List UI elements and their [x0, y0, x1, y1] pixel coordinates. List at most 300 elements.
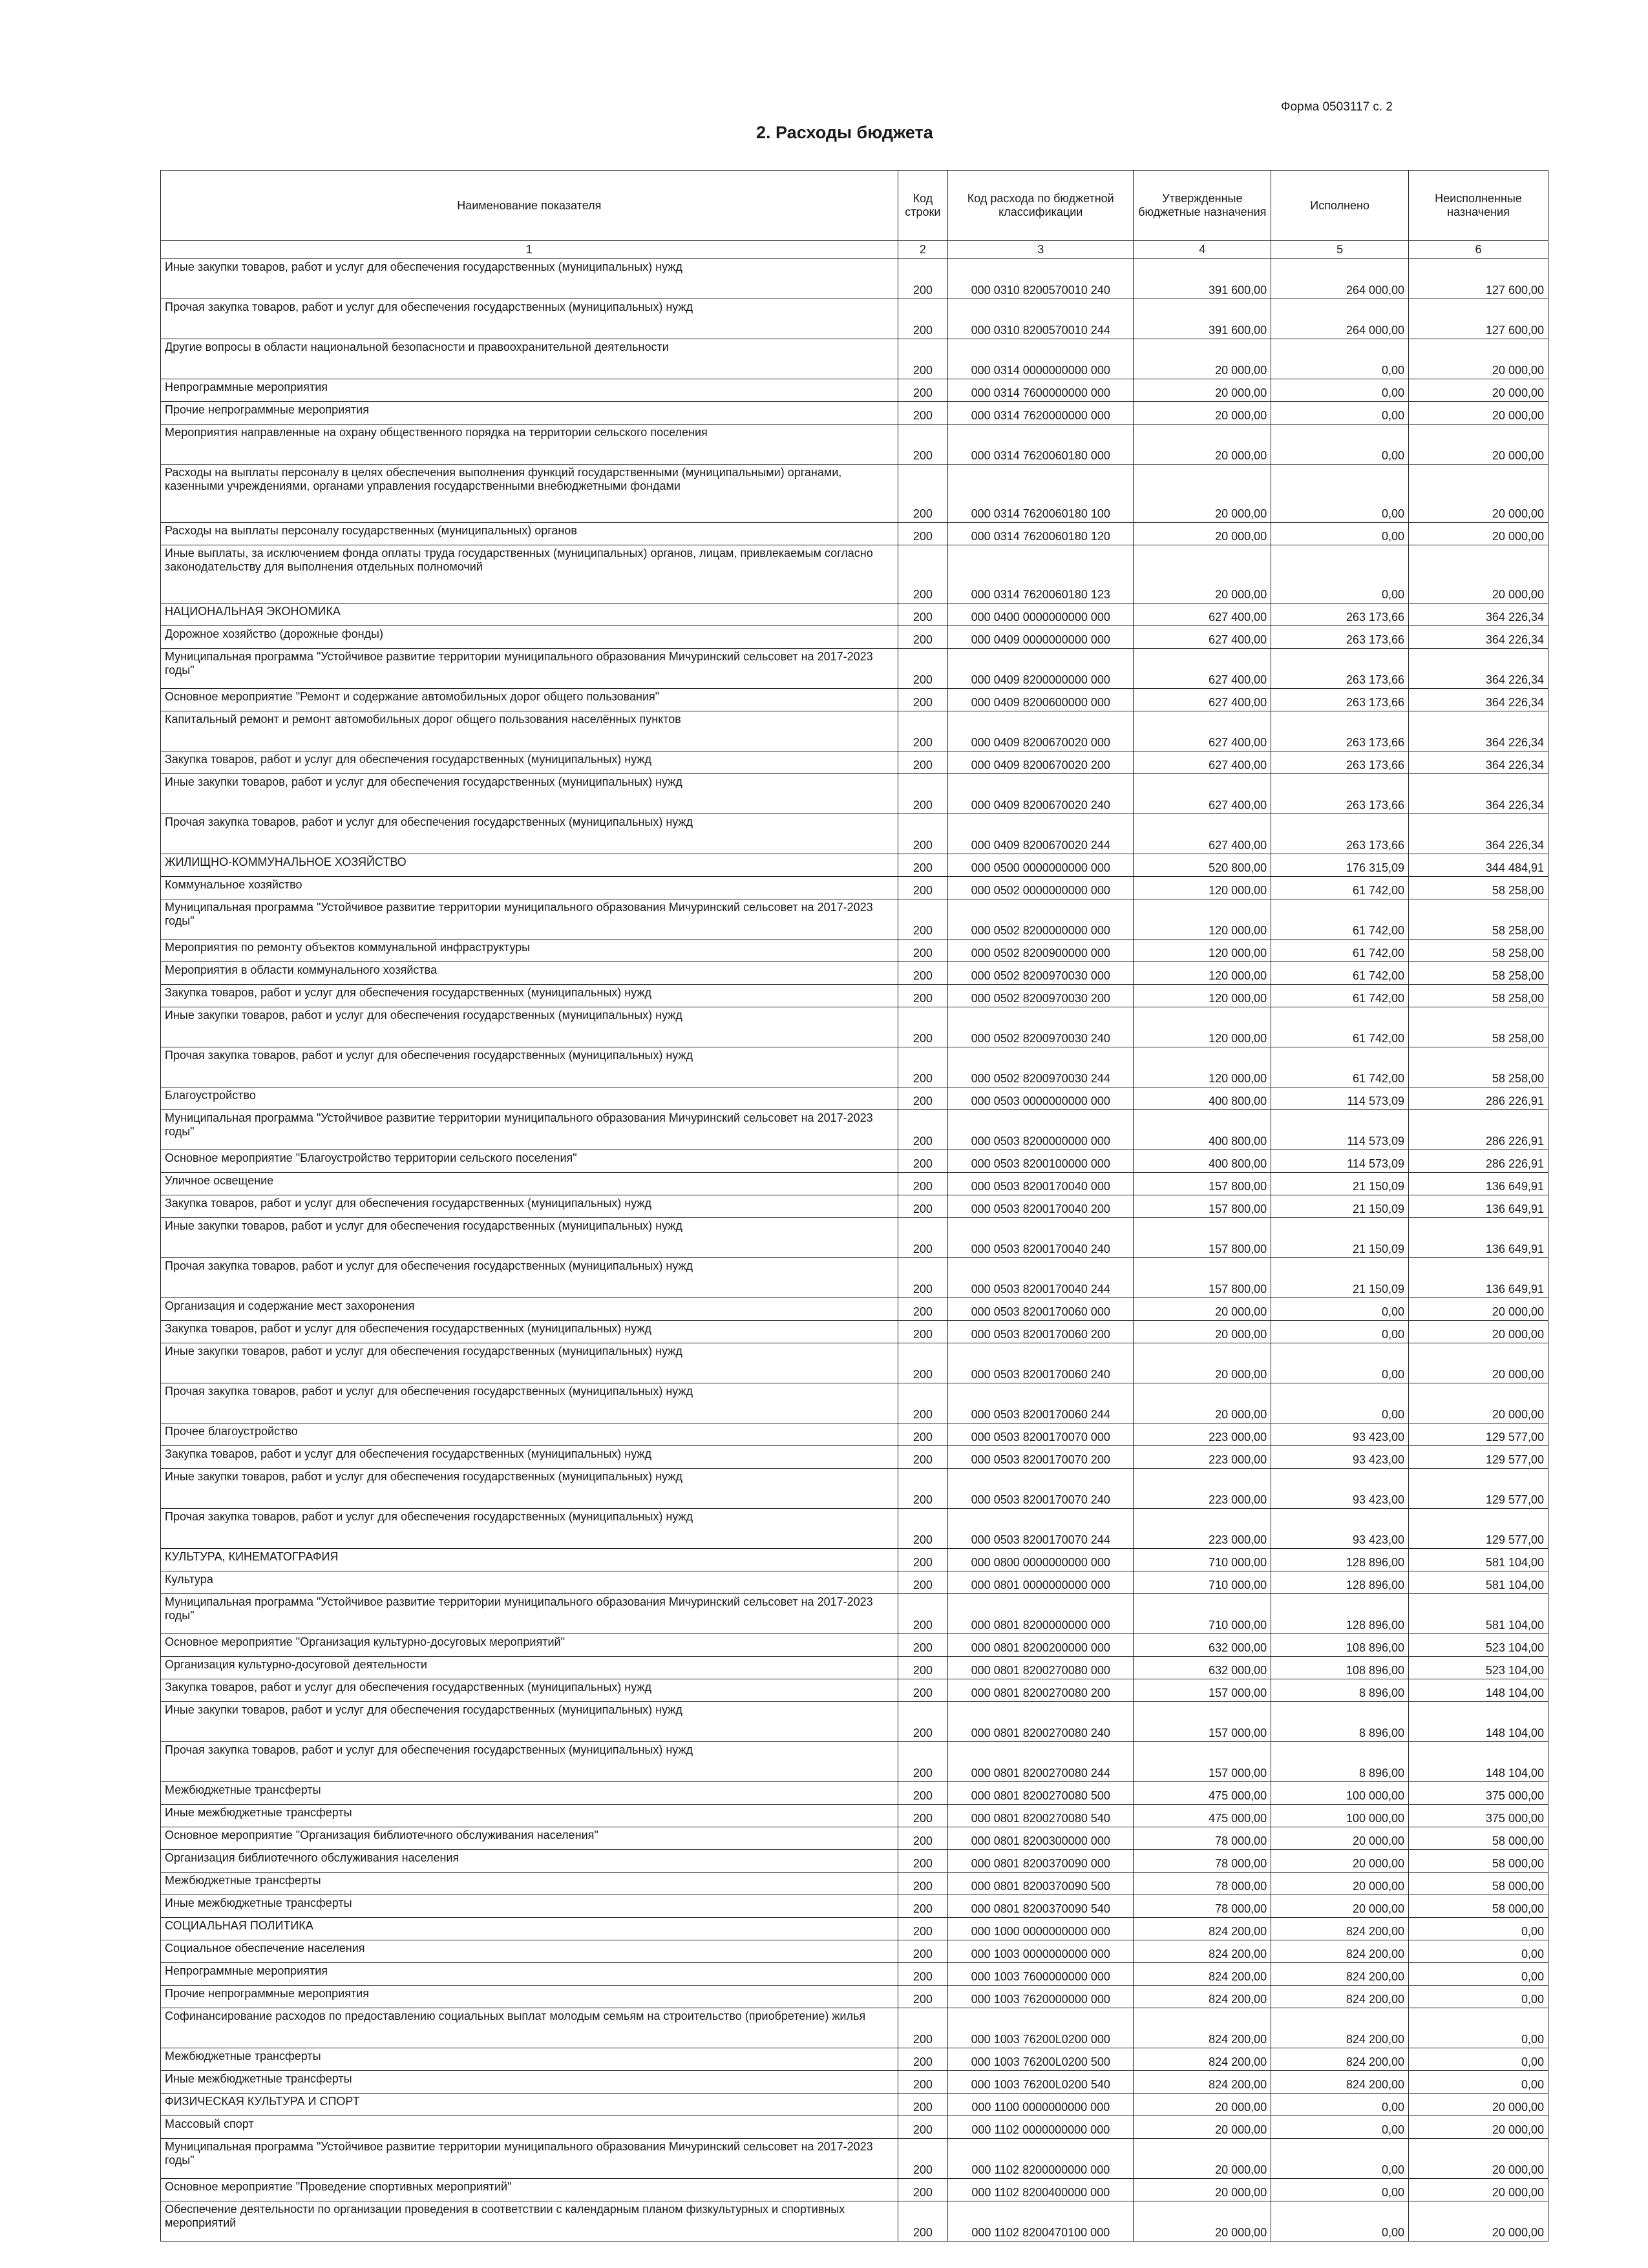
row-line-code: 200 — [898, 774, 948, 814]
row-approved: 78 000,00 — [1134, 1873, 1271, 1895]
row-line-code: 200 — [898, 899, 948, 940]
row-approved: 710 000,00 — [1134, 1594, 1271, 1634]
row-line-code: 200 — [898, 1446, 948, 1469]
row-name: Мероприятия направленные на охрану общественного порядка на территории сельского поселения — [161, 425, 898, 465]
row-budget-code: 000 0801 8200370090 000 — [948, 1850, 1134, 1873]
row-approved: 157 800,00 — [1134, 1173, 1271, 1195]
row-remaining: 286 226,91 — [1409, 1150, 1548, 1173]
row-approved: 223 000,00 — [1134, 1423, 1271, 1446]
row-line-code: 200 — [898, 2048, 948, 2071]
row-name: Основное мероприятие "Проведение спортивных мероприятий" — [161, 2179, 898, 2201]
row-approved: 223 000,00 — [1134, 1469, 1271, 1509]
row-name: Межбюджетные трансферты — [161, 1782, 898, 1805]
row-line-code: 200 — [898, 1343, 948, 1383]
row-budget-code: 000 1003 76200L0200 500 — [948, 2048, 1134, 2071]
table-row — [161, 1986, 1548, 2008]
row-approved: 627 400,00 — [1134, 604, 1271, 626]
row-remaining: 58 258,00 — [1409, 1007, 1548, 1047]
row-remaining: 20 000,00 — [1409, 1343, 1548, 1383]
table-row — [161, 1963, 1548, 1986]
row-remaining: 20 000,00 — [1409, 2201, 1548, 2242]
row-approved: 627 400,00 — [1134, 751, 1271, 774]
row-approved: 157 000,00 — [1134, 1742, 1271, 1782]
table-row — [161, 1873, 1548, 1895]
row-remaining: 364 226,34 — [1409, 711, 1548, 751]
row-remaining: 20 000,00 — [1409, 1298, 1548, 1321]
column-header: Исполнено — [1271, 171, 1409, 241]
row-budget-code: 000 0801 8200200000 000 — [948, 1634, 1134, 1657]
row-approved: 824 200,00 — [1134, 2048, 1271, 2071]
row-line-code: 200 — [898, 604, 948, 626]
row-approved: 632 000,00 — [1134, 1657, 1271, 1679]
row-line-code: 200 — [898, 1594, 948, 1634]
row-line-code: 200 — [898, 1509, 948, 1549]
row-executed: 20 000,00 — [1271, 1873, 1409, 1895]
row-name: Иные закупки товаров, работ и услуг для обеспечения государственных (муниципальных) нужд — [161, 1343, 898, 1383]
row-executed: 128 896,00 — [1271, 1571, 1409, 1594]
table-row — [161, 1895, 1548, 1918]
row-executed: 20 000,00 — [1271, 1827, 1409, 1850]
row-approved: 20 000,00 — [1134, 2116, 1271, 2139]
row-name: Прочая закупка товаров, работ и услуг для обеспечения государственных (муниципальных) нужд — [161, 299, 898, 339]
row-budget-code: 000 0400 0000000000 000 — [948, 604, 1134, 626]
row-approved: 120 000,00 — [1134, 1047, 1271, 1087]
row-approved: 120 000,00 — [1134, 877, 1271, 899]
row-executed: 0,00 — [1271, 1321, 1409, 1343]
row-line-code: 200 — [898, 1047, 948, 1087]
table-row — [161, 1509, 1548, 1549]
row-approved: 710 000,00 — [1134, 1571, 1271, 1594]
row-name: Иные закупки товаров, работ и услуг для обеспечения государственных (муниципальных) нужд — [161, 1469, 898, 1509]
row-budget-code: 000 0502 8200970030 000 — [948, 962, 1134, 985]
row-approved: 223 000,00 — [1134, 1446, 1271, 1469]
row-line-code: 200 — [898, 940, 948, 962]
row-budget-code: 000 1003 0000000000 000 — [948, 1940, 1134, 1963]
row-approved: 20 000,00 — [1134, 545, 1271, 604]
row-executed: 264 000,00 — [1271, 259, 1409, 299]
row-remaining: 364 226,34 — [1409, 626, 1548, 649]
table-row — [161, 940, 1548, 962]
row-executed: 0,00 — [1271, 545, 1409, 604]
row-remaining: 581 104,00 — [1409, 1549, 1548, 1571]
row-remaining: 20 000,00 — [1409, 339, 1548, 379]
row-executed: 61 742,00 — [1271, 940, 1409, 962]
row-line-code: 200 — [898, 465, 948, 523]
row-executed: 100 000,00 — [1271, 1805, 1409, 1827]
row-name: Непрограммные мероприятия — [161, 379, 898, 402]
row-remaining: 375 000,00 — [1409, 1805, 1548, 1827]
row-line-code: 200 — [898, 1298, 948, 1321]
table-row — [161, 1446, 1548, 1469]
row-executed: 0,00 — [1271, 1383, 1409, 1423]
row-budget-code: 000 0502 8200900000 000 — [948, 940, 1134, 962]
row-remaining: 364 226,34 — [1409, 814, 1548, 854]
row-line-code: 200 — [898, 2071, 948, 2094]
row-executed: 263 173,66 — [1271, 751, 1409, 774]
row-line-code: 200 — [898, 1940, 948, 1963]
row-budget-code: 000 0801 8200000000 000 — [948, 1594, 1134, 1634]
table-row — [161, 379, 1548, 402]
row-executed: 114 573,09 — [1271, 1150, 1409, 1173]
table-row — [161, 1218, 1548, 1258]
row-line-code: 200 — [898, 1571, 948, 1594]
table-row — [161, 985, 1548, 1007]
row-line-code: 200 — [898, 751, 948, 774]
row-line-code: 200 — [898, 1963, 948, 1986]
row-approved: 20 000,00 — [1134, 1383, 1271, 1423]
row-approved: 824 200,00 — [1134, 1986, 1271, 2008]
row-line-code: 200 — [898, 2094, 948, 2116]
table-row — [161, 1918, 1548, 1940]
row-name: Иные закупки товаров, работ и услуг для обеспечения государственных (муниципальных) нужд — [161, 774, 898, 814]
row-approved: 20 000,00 — [1134, 2139, 1271, 2179]
row-remaining: 20 000,00 — [1409, 523, 1548, 545]
row-remaining: 20 000,00 — [1409, 465, 1548, 523]
row-executed: 0,00 — [1271, 402, 1409, 425]
table-row — [161, 465, 1548, 523]
table-row — [161, 1805, 1548, 1827]
row-name: Иные закупки товаров, работ и услуг для обеспечения государственных (муниципальных) нужд — [161, 1702, 898, 1742]
row-remaining: 523 104,00 — [1409, 1657, 1548, 1679]
row-name: Расходы на выплаты персоналу государственных (муниципальных) органов — [161, 523, 898, 545]
row-remaining: 58 258,00 — [1409, 1047, 1548, 1087]
row-approved: 20 000,00 — [1134, 425, 1271, 465]
row-line-code: 200 — [898, 1258, 948, 1298]
row-name: Прочая закупка товаров, работ и услуг для обеспечения государственных (муниципальных) нужд — [161, 1383, 898, 1423]
row-executed: 263 173,66 — [1271, 604, 1409, 626]
table-row — [161, 1258, 1548, 1298]
row-approved: 120 000,00 — [1134, 962, 1271, 985]
row-name: Муниципальная программа "Устойчивое развитие территории муниципального образования Мичуринский сельсовет на 2017-2023 годы" — [161, 649, 898, 689]
table-row — [161, 2048, 1548, 2071]
row-approved: 627 400,00 — [1134, 689, 1271, 711]
budget-expenses-table — [160, 170, 1548, 2242]
row-name: Массовый спорт — [161, 2116, 898, 2139]
row-approved: 627 400,00 — [1134, 626, 1271, 649]
row-budget-code: 000 0800 0000000000 000 — [948, 1549, 1134, 1571]
table-row — [161, 1594, 1548, 1634]
row-budget-code: 000 0314 7600000000 000 — [948, 379, 1134, 402]
row-name: ФИЗИЧЕСКАЯ КУЛЬТУРА И СПОРТ — [161, 2094, 898, 2116]
page-title: 2. Расходы бюджета — [756, 123, 933, 142]
row-executed: 93 423,00 — [1271, 1509, 1409, 1549]
row-budget-code: 000 0502 0000000000 000 — [948, 877, 1134, 899]
row-approved: 157 000,00 — [1134, 1702, 1271, 1742]
row-line-code: 200 — [898, 1895, 948, 1918]
table-row — [161, 1173, 1548, 1195]
row-approved: 20 000,00 — [1134, 1298, 1271, 1321]
row-budget-code: 000 0314 7620060180 000 — [948, 425, 1134, 465]
row-remaining: 20 000,00 — [1409, 545, 1548, 604]
row-executed: 114 573,09 — [1271, 1110, 1409, 1150]
row-remaining: 0,00 — [1409, 2048, 1548, 2071]
row-executed: 824 200,00 — [1271, 1986, 1409, 2008]
row-remaining: 58 258,00 — [1409, 985, 1548, 1007]
column-header: Наименование показателя — [161, 171, 898, 241]
row-budget-code: 000 0314 0000000000 000 — [948, 339, 1134, 379]
row-executed: 61 742,00 — [1271, 1007, 1409, 1047]
row-remaining: 0,00 — [1409, 1918, 1548, 1940]
row-approved: 632 000,00 — [1134, 1634, 1271, 1657]
row-line-code: 200 — [898, 1087, 948, 1110]
row-approved: 824 200,00 — [1134, 1963, 1271, 1986]
row-line-code: 200 — [898, 814, 948, 854]
row-approved: 157 800,00 — [1134, 1195, 1271, 1218]
row-executed: 8 896,00 — [1271, 1702, 1409, 1742]
row-executed: 0,00 — [1271, 1298, 1409, 1321]
row-budget-code: 000 0801 8200270080 240 — [948, 1702, 1134, 1742]
row-executed: 128 896,00 — [1271, 1549, 1409, 1571]
row-name: Муниципальная программа "Устойчивое развитие территории муниципального образования Мичуринский сельсовет на 2017-2023 годы" — [161, 1594, 898, 1634]
row-approved: 78 000,00 — [1134, 1895, 1271, 1918]
row-name: Прочая закупка товаров, работ и услуг для обеспечения государственных (муниципальных) нужд — [161, 814, 898, 854]
row-line-code: 200 — [898, 1469, 948, 1509]
row-line-code: 200 — [898, 1321, 948, 1343]
column-index: 3 — [948, 241, 1134, 259]
row-budget-code: 000 1003 76200L0200 540 — [948, 2071, 1134, 2094]
row-remaining: 148 104,00 — [1409, 1679, 1548, 1702]
table-row — [161, 2094, 1548, 2116]
row-approved: 475 000,00 — [1134, 1782, 1271, 1805]
row-remaining: 20 000,00 — [1409, 425, 1548, 465]
row-budget-code: 000 0503 8200170070 200 — [948, 1446, 1134, 1469]
row-budget-code: 000 1003 7600000000 000 — [948, 1963, 1134, 1986]
row-remaining: 129 577,00 — [1409, 1469, 1548, 1509]
row-budget-code: 000 0409 8200670020 240 — [948, 774, 1134, 814]
row-remaining: 0,00 — [1409, 1963, 1548, 1986]
row-executed: 263 173,66 — [1271, 626, 1409, 649]
row-remaining: 20 000,00 — [1409, 2094, 1548, 2116]
row-name: Прочая закупка товаров, работ и услуг для обеспечения государственных (муниципальных) нужд — [161, 1047, 898, 1087]
table-row — [161, 689, 1548, 711]
table-row — [161, 1195, 1548, 1218]
row-remaining: 148 104,00 — [1409, 1742, 1548, 1782]
row-budget-code: 000 0801 8200270080 500 — [948, 1782, 1134, 1805]
row-budget-code: 000 0503 8200170040 000 — [948, 1173, 1134, 1195]
row-executed: 263 173,66 — [1271, 689, 1409, 711]
row-approved: 120 000,00 — [1134, 899, 1271, 940]
column-header: Неисполненные назначения — [1409, 171, 1548, 241]
row-budget-code: 000 0801 8200270080 000 — [948, 1657, 1134, 1679]
row-remaining: 58 000,00 — [1409, 1895, 1548, 1918]
row-executed: 93 423,00 — [1271, 1469, 1409, 1509]
row-remaining: 375 000,00 — [1409, 1782, 1548, 1805]
row-executed: 61 742,00 — [1271, 899, 1409, 940]
row-line-code: 200 — [898, 1827, 948, 1850]
row-approved: 824 200,00 — [1134, 2008, 1271, 2048]
row-name: Основное мероприятие "Организация библиотечного обслуживания населения" — [161, 1827, 898, 1850]
row-remaining: 129 577,00 — [1409, 1423, 1548, 1446]
row-budget-code: 000 0801 8200270080 244 — [948, 1742, 1134, 1782]
row-name: Основное мероприятие "Ремонт и содержание автомобильных дорог общего пользования" — [161, 689, 898, 711]
row-budget-code: 000 0409 8200670020 244 — [948, 814, 1134, 854]
row-line-code: 200 — [898, 985, 948, 1007]
row-line-code: 200 — [898, 1195, 948, 1218]
row-name: Расходы на выплаты персоналу в целях обеспечения выполнения функций государственными (муниципальными) органами, казенными учреждениями, органами управления государственными внебюджетными фондами — [161, 465, 898, 523]
row-remaining: 136 649,91 — [1409, 1218, 1548, 1258]
row-line-code: 200 — [898, 1173, 948, 1195]
form-number: Форма 0503117 с. 2 — [1281, 100, 1393, 114]
table-row — [161, 814, 1548, 854]
table-row — [161, 2139, 1548, 2179]
row-remaining: 129 577,00 — [1409, 1509, 1548, 1549]
row-line-code: 200 — [898, 1423, 948, 1446]
row-approved: 391 600,00 — [1134, 299, 1271, 339]
table-row — [161, 877, 1548, 899]
table-row — [161, 2071, 1548, 2094]
table-row — [161, 402, 1548, 425]
row-executed: 0,00 — [1271, 1343, 1409, 1383]
row-executed: 0,00 — [1271, 2094, 1409, 2116]
row-executed: 264 000,00 — [1271, 299, 1409, 339]
table-row — [161, 2116, 1548, 2139]
row-name: Другие вопросы в области национальной безопасности и правоохранительной деятельности — [161, 339, 898, 379]
row-budget-code: 000 1000 0000000000 000 — [948, 1918, 1134, 1940]
row-name: Закупка товаров, работ и услуг для обеспечения государственных (муниципальных) нужд — [161, 1195, 898, 1218]
table-row — [161, 854, 1548, 877]
row-line-code: 200 — [898, 339, 948, 379]
row-approved: 157 000,00 — [1134, 1679, 1271, 1702]
row-executed: 8 896,00 — [1271, 1679, 1409, 1702]
row-budget-code: 000 0502 8200970030 244 — [948, 1047, 1134, 1087]
row-remaining: 286 226,91 — [1409, 1110, 1548, 1150]
row-name: Коммунальное хозяйство — [161, 877, 898, 899]
row-line-code: 200 — [898, 962, 948, 985]
row-line-code: 200 — [898, 2008, 948, 2048]
row-executed: 0,00 — [1271, 379, 1409, 402]
row-line-code: 200 — [898, 1782, 948, 1805]
row-name: Мероприятия в области коммунального хозяйства — [161, 962, 898, 985]
column-header: Код расхода по бюджетной классификации — [948, 171, 1134, 241]
row-budget-code: 000 0314 7620060180 120 — [948, 523, 1134, 545]
row-remaining: 523 104,00 — [1409, 1634, 1548, 1657]
row-approved: 400 800,00 — [1134, 1110, 1271, 1150]
table-row — [161, 1702, 1548, 1742]
row-name: Муниципальная программа "Устойчивое развитие территории муниципального образования Мичуринский сельсовет на 2017-2023 годы" — [161, 899, 898, 940]
row-line-code: 200 — [898, 1150, 948, 1173]
row-executed: 93 423,00 — [1271, 1423, 1409, 1446]
column-index: 6 — [1409, 241, 1548, 259]
row-name: Иные межбюджетные трансферты — [161, 2071, 898, 2094]
row-executed: 824 200,00 — [1271, 1918, 1409, 1940]
budget-table-container — [160, 170, 1548, 2242]
row-executed: 21 150,09 — [1271, 1218, 1409, 1258]
row-remaining: 20 000,00 — [1409, 2179, 1548, 2201]
row-remaining: 58 258,00 — [1409, 877, 1548, 899]
row-line-code: 200 — [898, 1986, 948, 2008]
table-row — [161, 2179, 1548, 2201]
table-row — [161, 1423, 1548, 1446]
row-remaining: 58 258,00 — [1409, 899, 1548, 940]
row-approved: 710 000,00 — [1134, 1549, 1271, 1571]
row-budget-code: 000 0409 8200000000 000 — [948, 649, 1134, 689]
row-budget-code: 000 1102 8200470100 000 — [948, 2201, 1134, 2242]
row-line-code: 200 — [898, 1110, 948, 1150]
row-name: Прочая закупка товаров, работ и услуг для обеспечения государственных (муниципальных) нужд — [161, 1742, 898, 1782]
column-header: Код строки — [898, 171, 948, 241]
row-remaining: 136 649,91 — [1409, 1173, 1548, 1195]
row-remaining: 127 600,00 — [1409, 299, 1548, 339]
table-row — [161, 1571, 1548, 1594]
row-line-code: 200 — [898, 877, 948, 899]
row-remaining: 136 649,91 — [1409, 1195, 1548, 1218]
row-budget-code: 000 0409 0000000000 000 — [948, 626, 1134, 649]
row-executed: 21 150,09 — [1271, 1195, 1409, 1218]
row-name: Прочая закупка товаров, работ и услуг для обеспечения государственных (муниципальных) нужд — [161, 1509, 898, 1549]
column-index: 4 — [1134, 241, 1271, 259]
row-approved: 627 400,00 — [1134, 649, 1271, 689]
row-executed: 176 315,09 — [1271, 854, 1409, 877]
row-executed: 61 742,00 — [1271, 985, 1409, 1007]
row-name: Закупка товаров, работ и услуг для обеспечения государственных (муниципальных) нужд — [161, 985, 898, 1007]
row-approved: 20 000,00 — [1134, 339, 1271, 379]
row-budget-code: 000 0801 8200370090 540 — [948, 1895, 1134, 1918]
row-approved: 120 000,00 — [1134, 940, 1271, 962]
row-budget-code: 000 0801 8200300000 000 — [948, 1827, 1134, 1850]
row-name: СОЦИАЛЬНАЯ ПОЛИТИКА — [161, 1918, 898, 1940]
row-budget-code: 000 0801 8200270080 540 — [948, 1805, 1134, 1827]
row-remaining: 344 484,91 — [1409, 854, 1548, 877]
row-budget-code: 000 0801 8200270080 200 — [948, 1679, 1134, 1702]
table-row — [161, 711, 1548, 751]
row-budget-code: 000 0409 8200670020 000 — [948, 711, 1134, 751]
row-executed: 0,00 — [1271, 2201, 1409, 2242]
table-row — [161, 1321, 1548, 1343]
row-executed: 0,00 — [1271, 523, 1409, 545]
row-name: Иные закупки товаров, работ и услуг для обеспечения государственных (муниципальных) нужд — [161, 1218, 898, 1258]
table-row — [161, 1087, 1548, 1110]
row-approved: 824 200,00 — [1134, 1918, 1271, 1940]
row-executed: 114 573,09 — [1271, 1087, 1409, 1110]
row-line-code: 200 — [898, 425, 948, 465]
row-approved: 20 000,00 — [1134, 2094, 1271, 2116]
row-name: Капитальный ремонт и ремонт автомобильных дорог общего пользования населённых пунктов — [161, 711, 898, 751]
row-name: Культура — [161, 1571, 898, 1594]
column-index-row — [161, 241, 1548, 259]
row-budget-code: 000 1102 0000000000 000 — [948, 2116, 1134, 2139]
table-row — [161, 1469, 1548, 1509]
row-name: Основное мероприятие "Организация культурно-досуговых мероприятий" — [161, 1634, 898, 1657]
row-budget-code: 000 0503 0000000000 000 — [948, 1087, 1134, 1110]
row-budget-code: 000 1102 8200400000 000 — [948, 2179, 1134, 2201]
table-row — [161, 1007, 1548, 1047]
row-line-code: 200 — [898, 1742, 948, 1782]
header-row — [161, 171, 1548, 241]
row-line-code: 200 — [898, 649, 948, 689]
table-row — [161, 1298, 1548, 1321]
row-approved: 520 800,00 — [1134, 854, 1271, 877]
row-approved: 157 800,00 — [1134, 1218, 1271, 1258]
column-index: 5 — [1271, 241, 1409, 259]
row-name: Прочее благоустройство — [161, 1423, 898, 1446]
row-line-code: 200 — [898, 379, 948, 402]
row-approved: 223 000,00 — [1134, 1509, 1271, 1549]
row-line-code: 200 — [898, 1805, 948, 1827]
table-row — [161, 1782, 1548, 1805]
row-name: Организация библиотечного обслуживания населения — [161, 1850, 898, 1873]
row-approved: 157 800,00 — [1134, 1258, 1271, 1298]
row-budget-code: 000 0801 8200370090 500 — [948, 1873, 1134, 1895]
row-remaining: 0,00 — [1409, 2071, 1548, 2094]
row-remaining: 286 226,91 — [1409, 1087, 1548, 1110]
row-remaining: 136 649,91 — [1409, 1258, 1548, 1298]
table-row — [161, 1549, 1548, 1571]
row-line-code: 200 — [898, 854, 948, 877]
table-row — [161, 604, 1548, 626]
row-executed: 263 173,66 — [1271, 711, 1409, 751]
row-executed: 61 742,00 — [1271, 1047, 1409, 1087]
row-name: Иные межбюджетные трансферты — [161, 1895, 898, 1918]
